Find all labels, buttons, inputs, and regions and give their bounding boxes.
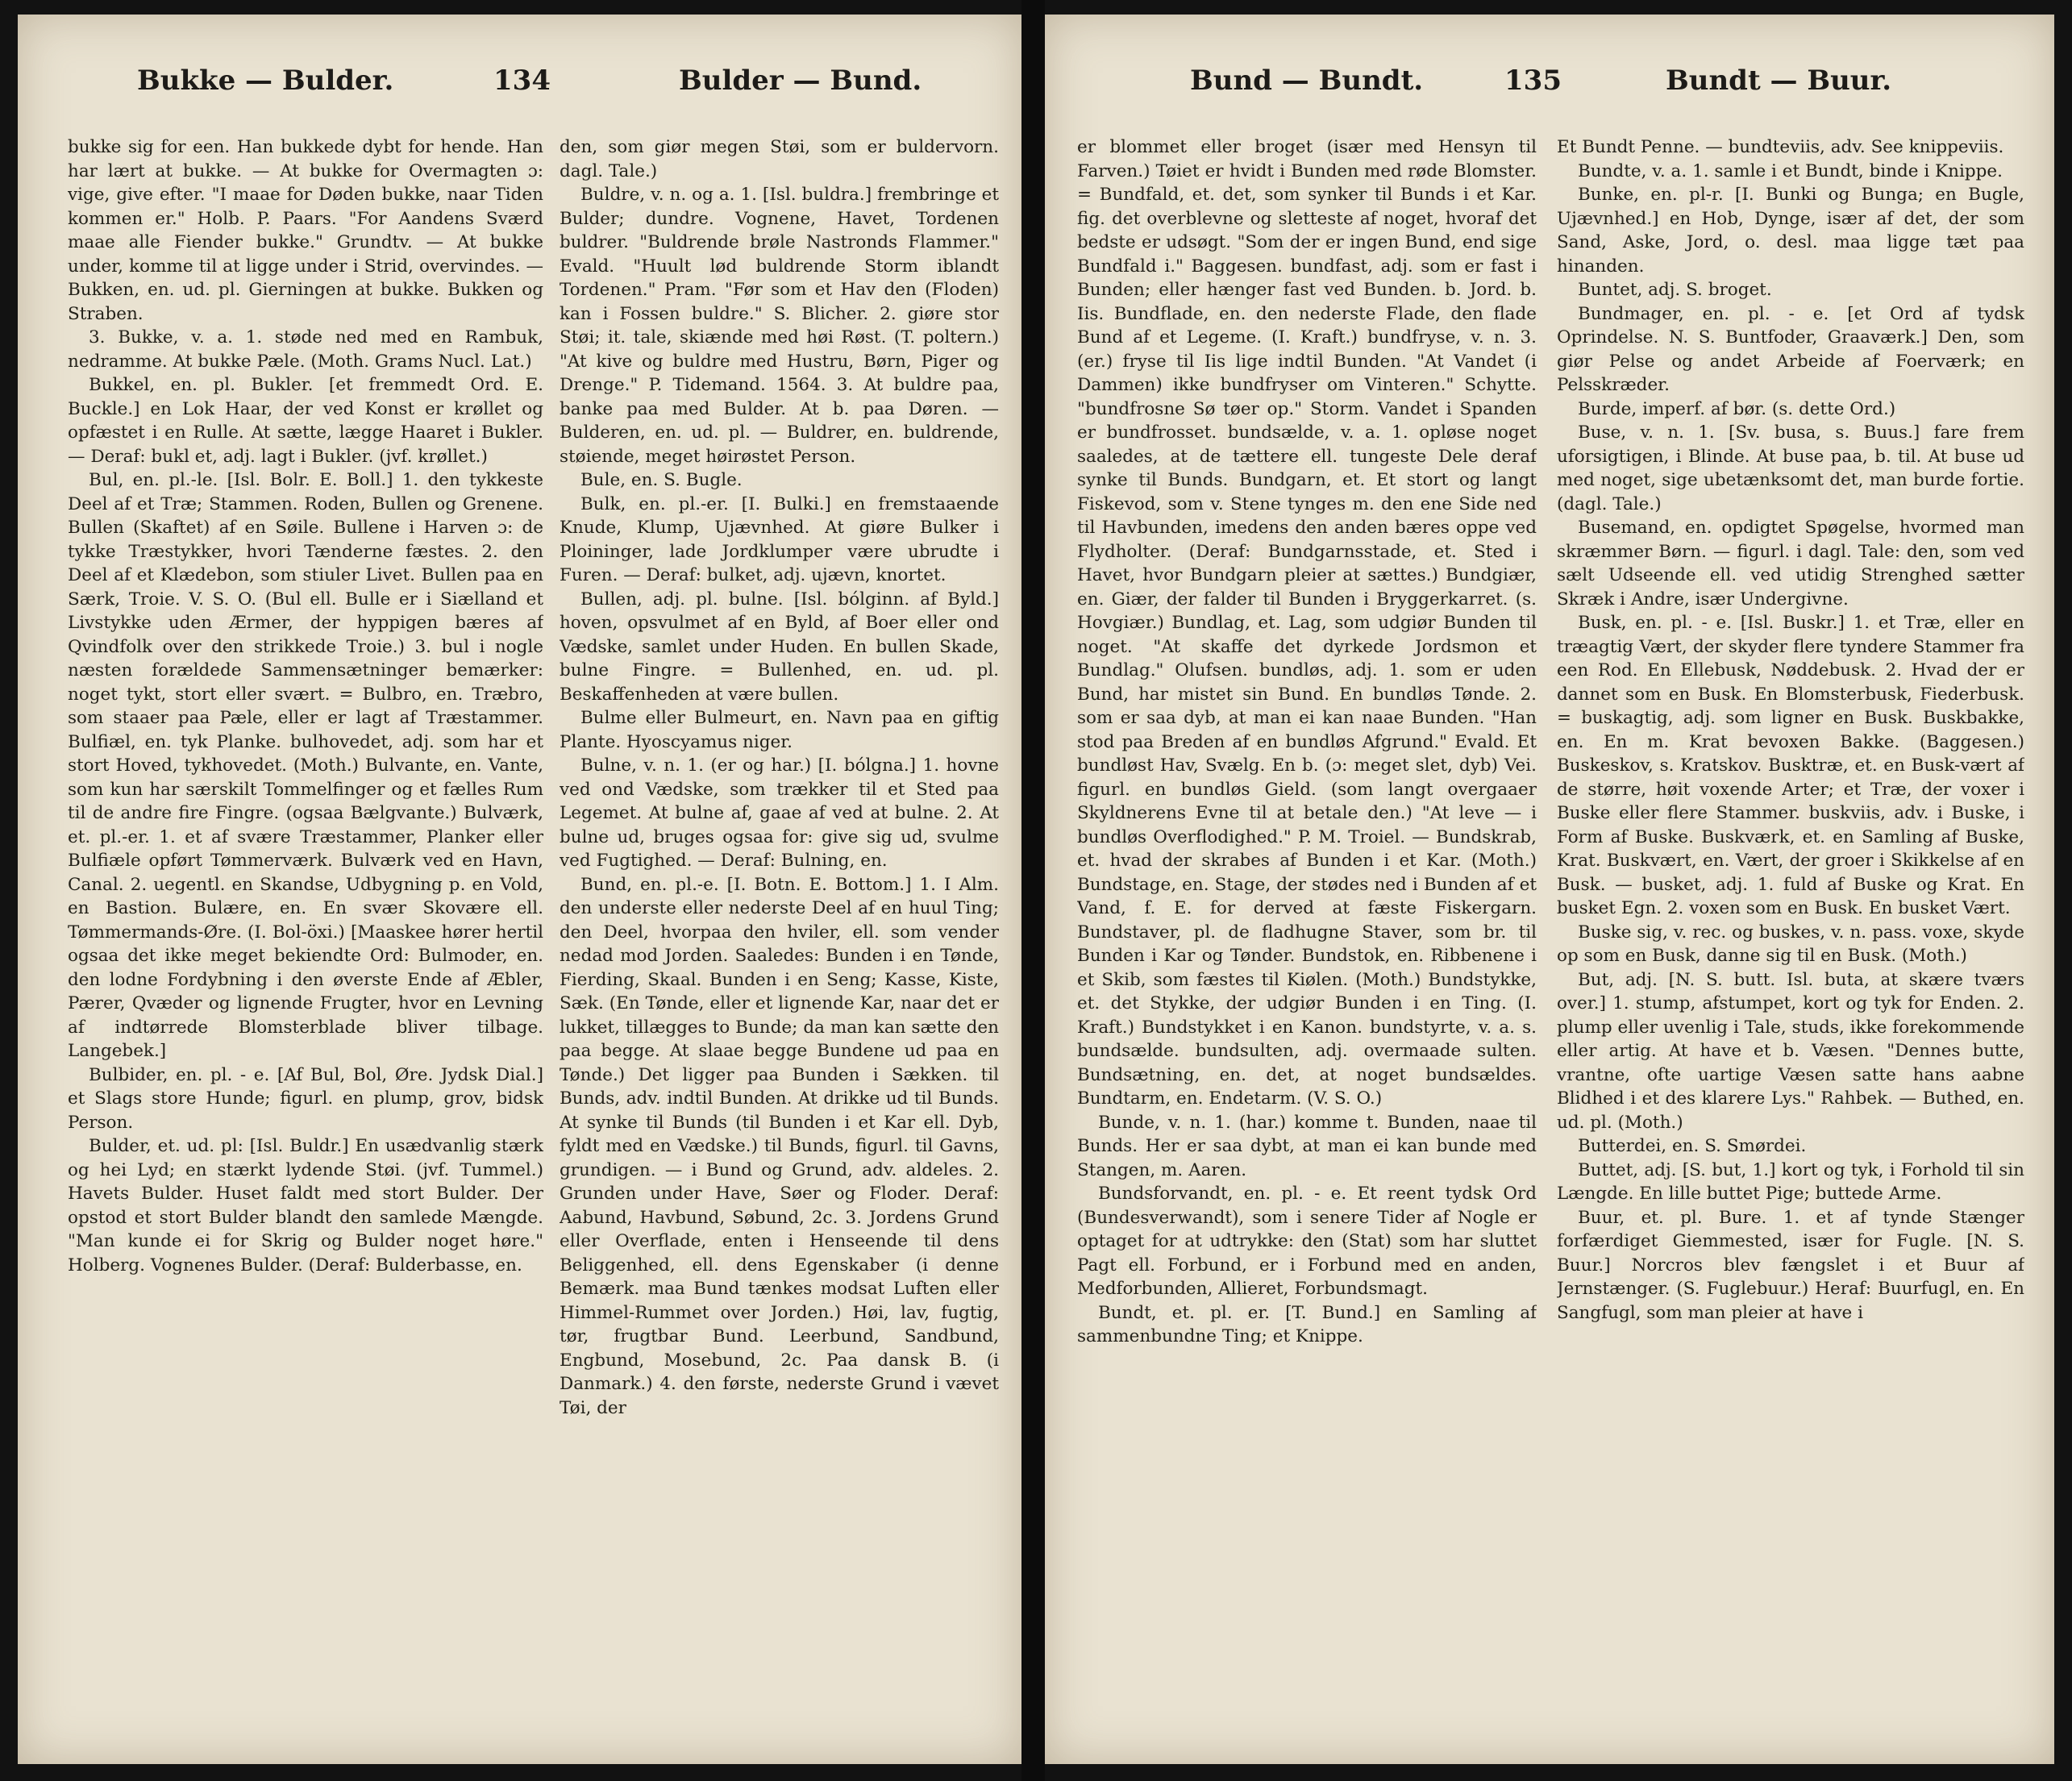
- dictionary-entry: Bund, en. pl.-e. [I. Botn. E. Bottom.] 1. I Alm. den underste eller nederste Deel af en huul Ting; den Deel, hvorpaa den hviler, ell. som vender nedad mod Jorden. Saaledes: Bunden i en Tønde, Fierding, Skaal. Bunden i en Seng; Kasse, Kiste, Sæk. (En Tønde, eller et lignende Kar, naar det er lukket, tillægges to Bunde; da man kan sætte den paa begge. At slaae begge Bundene ud paa en Tønde.) Det ligger paa Bunden i Sækken. til Bunds, adv. indtil Bunden. At drikke ud til Bunds. At synke til Bunds (til Bunden i et Kar ell. Dyb, fyldt med en Vædske.) til Bunds, figurl. til Gavns, grundigen. — i Bund og Grund, adv. aldeles. 2. Grunden under Have, Søer og Floder. Deraf: Aabund, Havbund, Søbund, 2c. 3. Jordens Grund eller Overflade, enten i Henseende til dens Beliggenhed, ell. dens Egenskaber (i denne Bemærk. maa Bund tænkes modsat Luften eller Himmel-Rummet over Jorden.) Høi, lav, fugtig, tør, frugtbar Bund. Leerbund, Sandbund, Engbund, Mosebund, 2c. Paa dansk B. (i Danmark.) 4. den første, nederste Grund i vævet Tøi, der: [560, 874, 999, 1418]
- book-gutter: [1021, 0, 1045, 1781]
- dictionary-entry: Buldre, v. n. og a. 1. [Isl. buldra.] frembringe et Bulder; dundre. Vognene, Havet, Tordenen buldrer. "Buldrende brøle Nastronds Flammer." Evald. "Huult lød buldrende Storm iblandt Tordenen." Pram. "Før som et Hav den (Floden) kan i Fossen buldre." S. Blicher. 2. giøre stor Støi; it. tale, skiænde med høi Røst. (T. poltern.) "At kive og buldre med Hustru, Børn, Piger og Drenge." P. Tidemand. 1564. 3. At buldre paa, banke paa med Bulder. At b. paa Døren. — Bulderen, en. ud. pl. — Buldrer, en. buldrende, støiende, meget høirøstet Person.: [560, 185, 999, 467]
- right-page-column-2: [1557, 135, 2024, 1716]
- right-page: [1045, 15, 2054, 1764]
- dictionary-entry: Bunke, en. pl-r. [I. Bunki og Bunga; en Bugle, Ujævnhed.] en Hob, Dynge, især af det, der som Sand, Aske, Jord, o. desl. maa ligge tæt paa hinanden.: [1557, 185, 2024, 277]
- dictionary-entry: Busk, en. pl. - e. [Isl. Buskr.] 1. et Træ, eller en træagtig Vært, der skyder flere tyndere Stammer fra een Rod. En Ellebusk, Nøddebusk. 2. Hvad der er dannet som en Busk. En Blomsterbusk, Fiederbusk. = buskagtig, adj. som ligner en Busk. Buskbakke, en. En m. Krat bevoxen Bakke. (Baggesen.) Buskeskov, s. Kratskov. Busktræ, et. en Busk-vært af de større, høit voxende Arter; et Træ, der voxer i Buske eller flere Stammer. buskviis, adv. i Buske, i Form af Buske. Buskværk, et. en Samling af Buske, Krat. Buskvært, en. Vært, der groer i Skikkelse af en Busk. — busket, adj. 1. fuld af Buske og Krat. En busket Egn. 2. voxen som en Busk. En busket Vært.: [1557, 613, 2024, 918]
- right-page-column-1: [1077, 135, 1537, 1716]
- dictionary-entry: Bule, en. S. Bugle.: [580, 470, 743, 490]
- dictionary-entry: Bulk, en. pl.-er. [I. Bulki.] en fremstaaende Knude, Klump, Ujævnhed. At giøre Bulker i Ploininger, lade Jordklumper være ubrudte i Furen. — Deraf: bulket, adj. ujævn, knortet.: [560, 493, 999, 585]
- dictionary-entry: er blommet eller broget (især med Hensyn til Farven.) Tøiet er hvidt i Bunden med røde Blomster. = Bundfald, et. det, som synker til Bunds i et Kar. fig. det overblevne og sletteste af noget, hvoraf det bedste er udsøgt. "Som der er ingen Bund, end sige Bundfald i." Baggesen. bundfast, adj. som er fast i Bunden; eller hænger fast ved Bunden. b. Jord. b. Iis. Bundflade, en. den nederste Flade, den flade Bund af et Legeme. (I. Kraft.) bundfryse, v. n. 3. (er.) fryse til Iis lige indtil Bunden. "At Vandet (i Dammen) ikke bundfryser om Vinteren." Schytte. "bundfrosne Sø tøer op." Storm. Vandet i Spanden er bundfrosset. bundsælde, v. a. 1. opløse noget saaledes, at de tættere ell. tungeste Dele deraf synke til Bunds. Bundgarn, et. Et stort og langt Fiskevod, som v. Stene tynges m. den ene Side ned til Havbunden, imedens den anden bæres oppe ved Flydholter. (Deraf: Bundgarnsstade, et. Sted i Havet, hvor Bundgarn pleier at sættes.) Bundgiær, en. Giær, der falder til Bunden i Bryggerkarret. (s. Hovgiær.) Bundlag, et. Lag, som udgiør Bunden til noget. "At skaffe det dyrkede Jordsmon et Bundlag." Olufsen. bundløs, adj. 1. som er uden Bund, har mistet sin Bund. En bundløs Tønde. 2. som er saa dyb, at man ei kan naae Bunden. "Han stod paa Breden af en bundløs Afgrund." Evald. Et bundløst Hav, Svælg. En b. (ɔ: meget slet, dyb) Vei. figurl. en bundløs Gield. (som langt overgaaer Skyldnerens Evne til at betale den.) "At leve — i bundløs Overflodighed." P. M. Troiel. — Bundskrab, et. hvad der skrabes af Bunden i et Kar. (Moth.) Bundstage, en. Stage, der stødes ned i Bunden af et Vand, f. E. for derved at fæste Fiskergarn. Bundstaver, pl. de fladhugne Staver, som br. til Bunden i Kar og Tønder. Bundstok, en. Ribbenene i et Skib, som fæstes til Kiølen. (Moth.) Bundstykke, et. det Stykke, der udgiør Bunden i en Ting. (I. Kraft.) Bundstykket i en Kanon. bundstyrte, v. a. s. bundsælde. bundsulten, adj. overmaade sulten. Bundsætning, en. det, at noget bundsældes. Bundtarm, en. Endetarm. (V. S. O.): [1077, 137, 1537, 1109]
- dictionary-entry: Busemand, en. opdigtet Spøgelse, hvormed man skræmmer Børn. — figurl. i dagl. Tale: den, som ved sælt Udseende ell. ved utidig Strenghed sætter Skræk i Andre, især Undergivne.: [1557, 518, 2024, 610]
- dictionary-entry: Bundte, v. a. 1. samle i et Bundt, binde i Knippe.: [1578, 160, 2003, 181]
- left-header-catchword-end: Bulder — Bund.: [679, 64, 922, 97]
- dictionary-entry: Et Bundt Penne. — bundteviis, adv. See knippeviis.: [1557, 137, 2004, 157]
- left-page-number: 134: [493, 64, 551, 97]
- dictionary-entry: Bul, en. pl.-le. [Isl. Bolr. E. Boll.] 1. den tykkeste Deel af et Træ; Stammen. Roden, Bullen og Grenene. Bullen (Skaftet) af en Søile. Bullene i Harven ɔ: de tykke Træstykker, hvori Tænderne fæstes. 2. den Deel af et Klædebon, som stiuler Livet. Bullen paa en Særk, Troie. V. S. O. (Bul ell. Bulle er i Siælland et Livstykke uden Ærmer, der hyppigen bæres af Qvindfolk over den strikkede Troie.) 3. bul i nogle næsten forældede Sammensætninger bemærker: noget tykt, stort eller svært. = Bulbro, en. Træbro, som staaer paa Pæle, eller er lagt af Træstammer. Bulfiæl, en. tyk Planke. bulhovedet, adj. som har et stort Hoved, tykhovedet. (Moth.) Bulvante, en. Vante, som kun har særskilt Tommelfinger og et fælles Rum til de andre fire Fingre. (ogsaa Bælgvante.) Bulværk, et. pl.-er. 1. et af svære Træstammer, Planker eller Bulfiæle opført Tømmerværk. Bulværk ved en Havn, Canal. 2. uegentl. en Skandse, Udbygning p. en Vold, en Bastion. Bulære, en. En svær Skovære ell. Tømmermands-Øre. (I. Bol-öxi.) [Maaskee hører hertil ogsaa det ikke meget bekiendte Ord: Bulmoder, en. den lodne Fordybning i den øverste Ende af Æbler, Pærer, Qvæder og lignende Frugter, hvor en Levning af indtørrede Blomsterblade bliver tilbage. Langebek.]: [68, 470, 543, 1061]
- dictionary-entry: Bundt, et. pl. er. [T. Bund.] en Samling af sammenbundne Ting; et Knippe.: [1077, 1302, 1537, 1346]
- dictionary-entry: Bulder, et. ud. pl: [Isl. Buldr.] En usædvanlig stærk og hei Lyd; en stærkt lydende Støi. (jvf. Tummel.) Havets Bulder. Huset faldt med stort Bulder. Der opstod et stort Bulder blandt den samlede Mængde. "Man kunde ei for Skrig og Bulder noget høre." Holberg. Vognenes Bulder. (Deraf: Bulderbasse, en.: [68, 1136, 543, 1275]
- dictionary-entry: bukke sig for een. Han bukkede dybt for hende. Han har lært at bukke. — At bukke for Overmagten ɔ: vige, give efter. "I maae for Døden bukke, naar Tiden kommen er." Holb. P. Paars. "For Aandens Sværd maae alle Fiender bukke." Grundtv. — At bukke under, komme til at ligge under i Strid, overvindes. — Bukken, en. ud. pl. Gierningen at bukke. Bukken og Straben.: [68, 137, 543, 324]
- dictionary-entry: Bukkel, en. pl. Bukler. [et fremmedt Ord. E. Buckle.] en Lok Haar, der ved Konst er krøllet og opfæstet i en Rulle. At sætte, lægge Haaret i Bukler. — Deraf: bukl et, adj. lagt i Bukler. (jvf. krøllet.): [68, 375, 543, 467]
- left-page-column-2: [560, 135, 999, 1716]
- dictionary-entry: Buur, et. pl. Bure. 1. et af tynde Stænger forfærdiget Giemmested, især for Fugle. [N. S. Buur.] Norcros blev fængslet i et Buur af Jernstænger. (S. Fuglebuur.) Heraf: Buurfugl, en. En Sangfugl, som man pleier at have i: [1557, 1207, 2024, 1323]
- dictionary-entry: 3. Bukke, v. a. 1. støde ned med en Rambuk, nedramme. At bukke Pæle. (Moth. Grams Nucl. Lat.): [68, 327, 543, 372]
- dictionary-entry: Buse, v. n. 1. [Sv. busa, s. Buus.] fare frem uforsigtigen, i Blinde. At buse paa, b. til. At buse ud med noget, sige ubetænksomt det, man burde fortie. (dagl. Tale.): [1557, 422, 2024, 514]
- dictionary-entry: Butterdei, en. S. Smørdei.: [1578, 1136, 1807, 1156]
- dictionary-entry: Bulne, v. n. 1. (er og har.) [I. bólgna.] 1. hovne ved ond Vædske, som trækker til et Sted paa Legemet. At bulne af, gaae af ved at bulne. 2. At bulne ud, bruges ogsaa for: give sig ud, svulme ved Fugtighed. — Deraf: Bulning, en.: [560, 755, 999, 871]
- dictionary-entry: Burde, imperf. af bør. (s. dette Ord.): [1578, 398, 1896, 419]
- dictionary-entry: But, adj. [N. S. butt. Isl. buta, at skære tværs over.] 1. stump, afstumpet, kort og tyk for Enden. 2. plump eller uvenlig i Tale, studs, ikke forekommende eller artig. At have et b. Væsen. "Dennes butte, vrantne, ofte uartige Væsen satte hans aabne Blidhed i et des klarere Lys." Rahbek. — Buthed, en. ud. pl. (Moth.): [1557, 969, 2024, 1133]
- right-page-number: 135: [1504, 64, 1562, 97]
- dictionary-entry: Bulbider, en. pl. - e. [Af Bul, Bol, Øre. Jydsk Dial.] et Slags store Hunde; figurl. en plump, grov, bidsk Person.: [68, 1064, 543, 1133]
- left-page-column-1: [68, 135, 543, 1716]
- dictionary-entry: Buntet, adj. S. broget.: [1578, 280, 1772, 300]
- left-header-catchword-start: Bukke — Bulder.: [137, 64, 394, 97]
- left-page-header: [18, 56, 1021, 113]
- dictionary-entry: den, som giør megen Støi, som er buldervorn. dagl. Tale.): [560, 137, 999, 181]
- right-header-catchword-start: Bund — Bundt.: [1190, 64, 1424, 97]
- dictionary-entry: Bullen, adj. pl. bulne. [Isl. bólginn. af Byld.] hoven, opsvulmet af en Byld, af Boer eller ond Vædske, samlet under Huden. En bullen Skade, bulne Fingre. = Bullenhed, en. ud. pl. Beskaffenheden at være bullen.: [560, 589, 999, 705]
- right-header-catchword-end: Bundt — Buur.: [1666, 64, 1892, 97]
- dictionary-entry: Bunde, v. n. 1. (har.) komme t. Bunden, naae til Bunds. Her er saa dybt, at man ei kan bunde med Stangen, m. Aaren.: [1077, 1112, 1537, 1180]
- dictionary-entry: Bundmager, en. pl. - e. [et Ord af tydsk Oprindelse. N. S. Buntfoder, Graaværk.] Den, som giør Pelse og andet Arbeide af Foerværk; en Pelsskræder.: [1557, 303, 2024, 395]
- right-page-header: [1045, 56, 2054, 113]
- dictionary-entry: Bulme eller Bulmeurt, en. Navn paa en giftig Plante. Hyoscyamus niger.: [560, 708, 999, 752]
- left-page: [18, 15, 1021, 1764]
- dictionary-entry: Buttet, adj. [S. but, 1.] kort og tyk, i Forhold til sin Længde. En lille buttet Pige; buttede Arme.: [1557, 1159, 2024, 1204]
- dictionary-entry: Buske sig, v. rec. og buskes, v. n. pass. voxe, skyde op som en Busk, danne sig til en Busk. (Moth.): [1557, 922, 2024, 966]
- dictionary-entry: Bundsforvandt, en. pl. - e. Et reent tydsk Ord (Bundesverwandt), som i senere Tider af Nogle er optaget for at udtrykke: den (Stat) som har sluttet Pagt ell. Forbund, er i Forbund med en anden, Medforbunden, Allieret, Forbundsmagt.: [1077, 1184, 1537, 1299]
